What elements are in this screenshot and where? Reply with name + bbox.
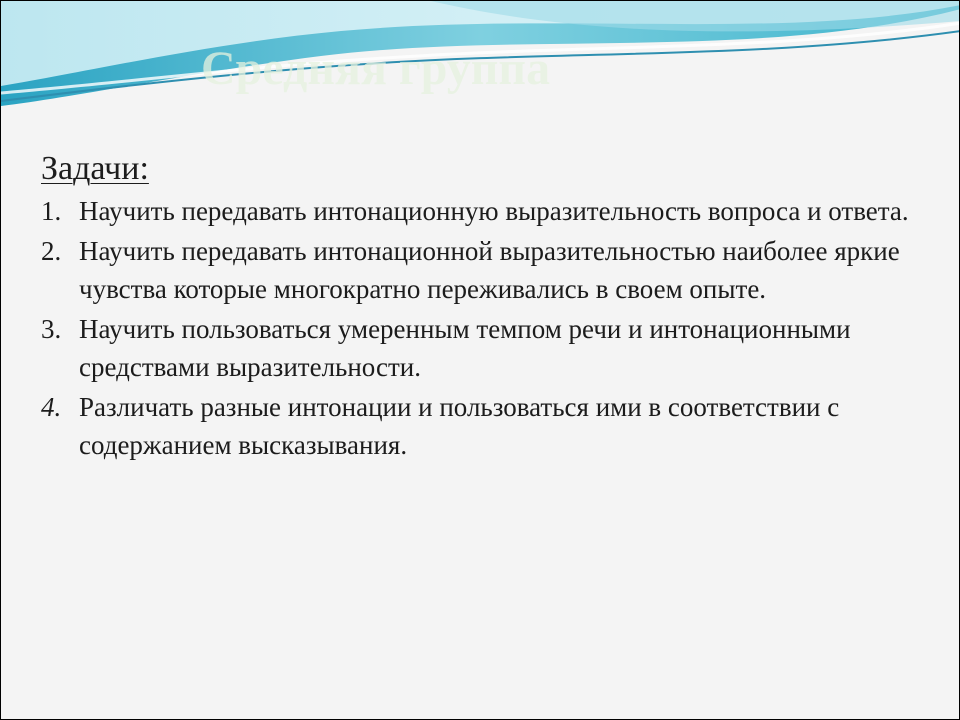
- list-item: [41, 232, 921, 308]
- list-item-number: 1.: [41, 196, 62, 226]
- list-item: [41, 310, 921, 386]
- list-item-number: 2.: [41, 236, 62, 266]
- tasks-list: [41, 192, 921, 464]
- list-item-number: 4.: [41, 392, 62, 422]
- list-item-text: Научить пользоваться умеренным темпом речи и интонационными средствами выразительности.: [79, 314, 851, 382]
- list-item: [41, 388, 921, 464]
- list-item-text: Различать разные интонации и пользоваться ими в соответствии с содержанием высказывания.: [79, 392, 840, 460]
- list-item-number: 3.: [41, 314, 62, 344]
- list-item-text: Научить передавать интонационной выразительностью наиболее яркие чувства которые многократно переживались в своем опыте.: [79, 236, 900, 304]
- list-item-text: Научить передавать интонационную выразительность вопроса и ответа.: [79, 196, 909, 226]
- tasks-heading: Задачи:: [41, 150, 149, 187]
- content-area: [41, 149, 921, 466]
- slide-title: Средняя группа: [201, 42, 551, 95]
- list-item: [41, 192, 921, 230]
